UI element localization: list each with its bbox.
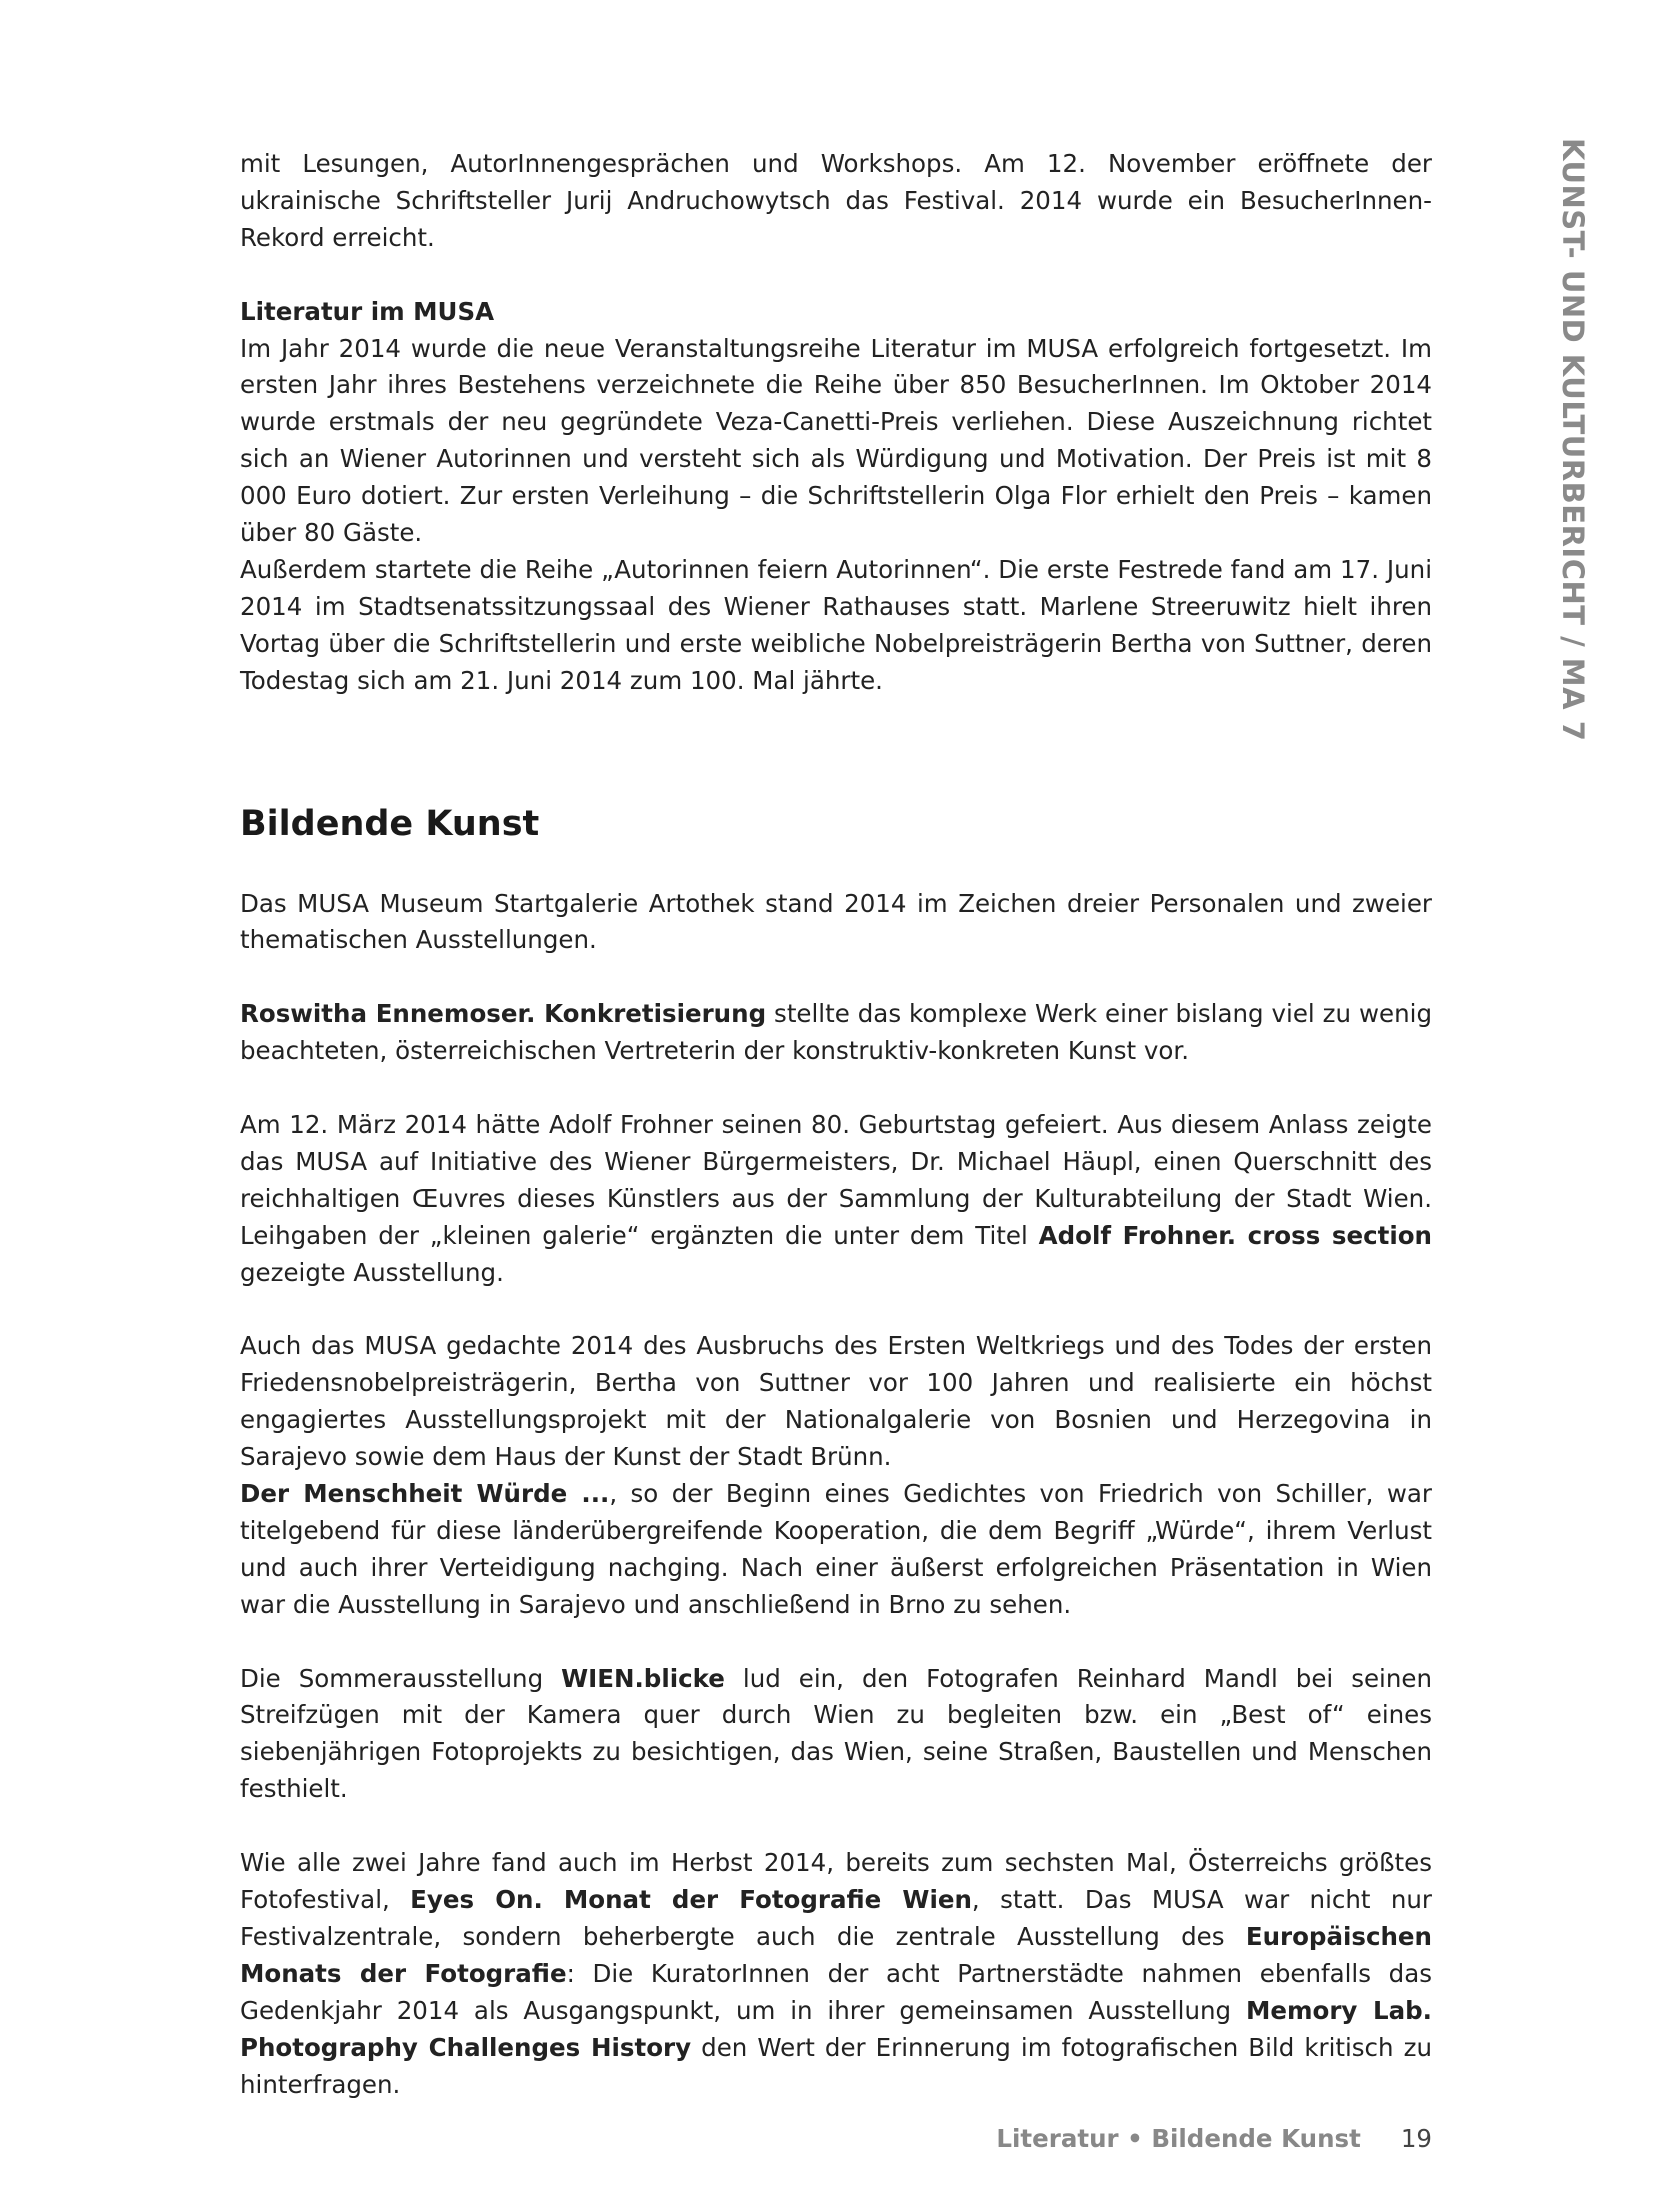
paragraph-menschheit-wuerde <box>240 1476 1432 1624</box>
text-menschheit-wuerde: , so der Beginn eines Gedichtes von Friedrich von Schiller, war titelgebend für diese länderübergreifende Kooperation, die dem Begriff „Würde“, ihrem Verlust und auch ihrer Verteidigung nachging. Nach einer äußerst erfolgreichen Präsentation in Wien war die Ausstellung in Sarajevo und anschließend in Brno zu sehen. <box>240 1479 1432 1619</box>
paragraph-fotografie <box>240 1845 1432 2103</box>
page-footer <box>996 2123 1432 2155</box>
paragraph-weltkrieg: Auch das MUSA gedachte 2014 des Ausbruchs des Ersten Weltkriegs und des Todes der ersten Friedensnobelpreisträgerin, Bertha von Suttner vor 100 Jahren und realisierte ein höchst engagiertes Ausstellungsprojekt mit der Nationalgalerie von Bosnien und Herzegovina in Sarajevo sowie dem Haus der Kunst der Stadt Brünn. <box>240 1331 1432 1472</box>
text-fotografie-3: : Die KuratorInnen der acht Partnerstädte nahmen ebenfalls das Gedenkjahr 2014 als Ausgangspunkt, um in ihrer gemeinsamen Ausstellung <box>240 1958 1432 2025</box>
text-fotografie-2: , statt. Das MUSA war nicht nur Festivalzentrale, sondern beherbergte auch die zentrale Ausstellung des <box>240 1884 1433 1951</box>
title-eyes-on: Eyes On. Monat der Fotografie Wien <box>410 1884 972 1914</box>
side-running-title: KUNST- UND KULTURBERICHT / MA 7 <box>1556 138 1590 742</box>
literatur-musa-paragraph-1: Im Jahr 2014 wurde die neue Veranstaltungsreihe Literatur im MUSA erfolgreich fortgesetzt. Im ersten Jahr ihres Bestehens verzeichnete die Reihe über 850 BesucherInnen. Im Oktober 2014 wurde erstmals der neu gegründete Veza-Canetti-Preis verliehen. Diese Auszeichnung richtet sich an Wiener Autorinnen und versteht sich als Würdigung und Motivation. Der Preis ist mit 8 000 Euro dotiert. Zur ersten Verleihung – die Schriftstellerin Olga Flor erhielt den Preis – kamen über 80 Gäste. <box>240 333 1432 548</box>
text-wienblicke-1: Die Sommerausstellung <box>240 1663 562 1693</box>
title-memory-lab: Memory Lab. Photography Challenges History <box>240 1995 1432 2062</box>
text-fotografie-4: den Wert der Erinnerung im fotografischen Bild kritisch zu hinterfragen. <box>240 2032 1432 2099</box>
text-fotografie-1: Wie alle zwei Jahre fand auch im Herbst 2014, bereits zum sechsten Mal, Österreichs größtes Fotofestival, <box>240 1848 1432 1914</box>
title-menschheit-wuerde: Der Menschheit Würde ... <box>240 1479 610 1509</box>
bildende-kunst-intro: Das MUSA Museum Startgalerie Artothek stand 2014 im Zeichen dreier Personalen und zweier thematischen Ausstellungen. <box>240 888 1432 955</box>
intro-paragraph: mit Lesungen, AutorInnengesprächen und Workshops. Am 12. November eröffnete der ukrainische Schriftsteller Jurij Andruchowytsch das Festival. 2014 wurde ein BesucherInnen-Rekord erreicht. <box>240 149 1432 252</box>
title-frohner: Adolf Frohner. cross section <box>1038 1220 1432 1250</box>
text-frohner-1: Am 12. März 2014 hätte Adolf Frohner seinen 80. Geburtstag gefeiert. Aus diesem Anlass zeigte das MUSA auf Initiative des Wiener Bürgermeisters, Dr. Michael Häupl, einen Querschnitt des reichhaltigen Œuvres dieses Künstlers aus der Sammlung der Kulturabteilung der Stadt Wien. Leihgaben der „kleinen galerie“ ergänzten die unter dem Titel <box>240 1109 1432 1250</box>
title-europaeischer-monat: Europäischen Monats der Fotografie <box>240 1921 1432 1988</box>
page-body <box>240 146 1432 2103</box>
section-heading-bildende-kunst: Bildende Kunst <box>240 803 540 844</box>
title-wienblicke: WIEN.blicke <box>561 1663 725 1693</box>
paragraph-ennemoser <box>240 996 1432 1070</box>
text-frohner-2: gezeigte Ausstellung. <box>240 1257 504 1287</box>
page-number: 19 <box>1400 2124 1432 2153</box>
text-wienblicke-2: lud ein, den Fotografen Reinhard Mandl bei seinen Streifzügen mit der Kamera quer durch Wien zu begleiten bzw. ein „Best of“ eines siebenjährigen Fotoprojekts zu besichtigen, das Wien, seine Straßen, Baustellen und Menschen festhielt. <box>240 1663 1432 1804</box>
paragraph-frohner <box>240 1107 1432 1292</box>
paragraph-wienblicke <box>240 1661 1432 1809</box>
literatur-musa-heading: Literatur im MUSA <box>240 296 495 326</box>
text-ennemoser: stellte das komplexe Werk einer bislang viel zu wenig beachteten, österreichischen Vertreterin der konstruktiv-konkreten Kunst vor. <box>240 999 1432 1066</box>
literatur-musa-paragraph-2: Außerdem startete die Reihe „Autorinnen feiern Autorinnen“. Die erste Festrede fand am 17. Juni 2014 im Stadtsenatssitzungssaal des Wiener Rathauses statt. Marlene Streeruwitz hielt ihren Vortag über die Schriftstellerin und erste weibliche Nobelpreisträgerin Bertha von Suttner, deren Todestag sich am 21. Juni 2014 zum 100. Mal jährte. <box>240 554 1432 695</box>
footer-section-label: Literatur • Bildende Kunst <box>996 2124 1361 2153</box>
title-ennemoser: Roswitha Ennemoser. Konkretisierung <box>240 999 767 1029</box>
